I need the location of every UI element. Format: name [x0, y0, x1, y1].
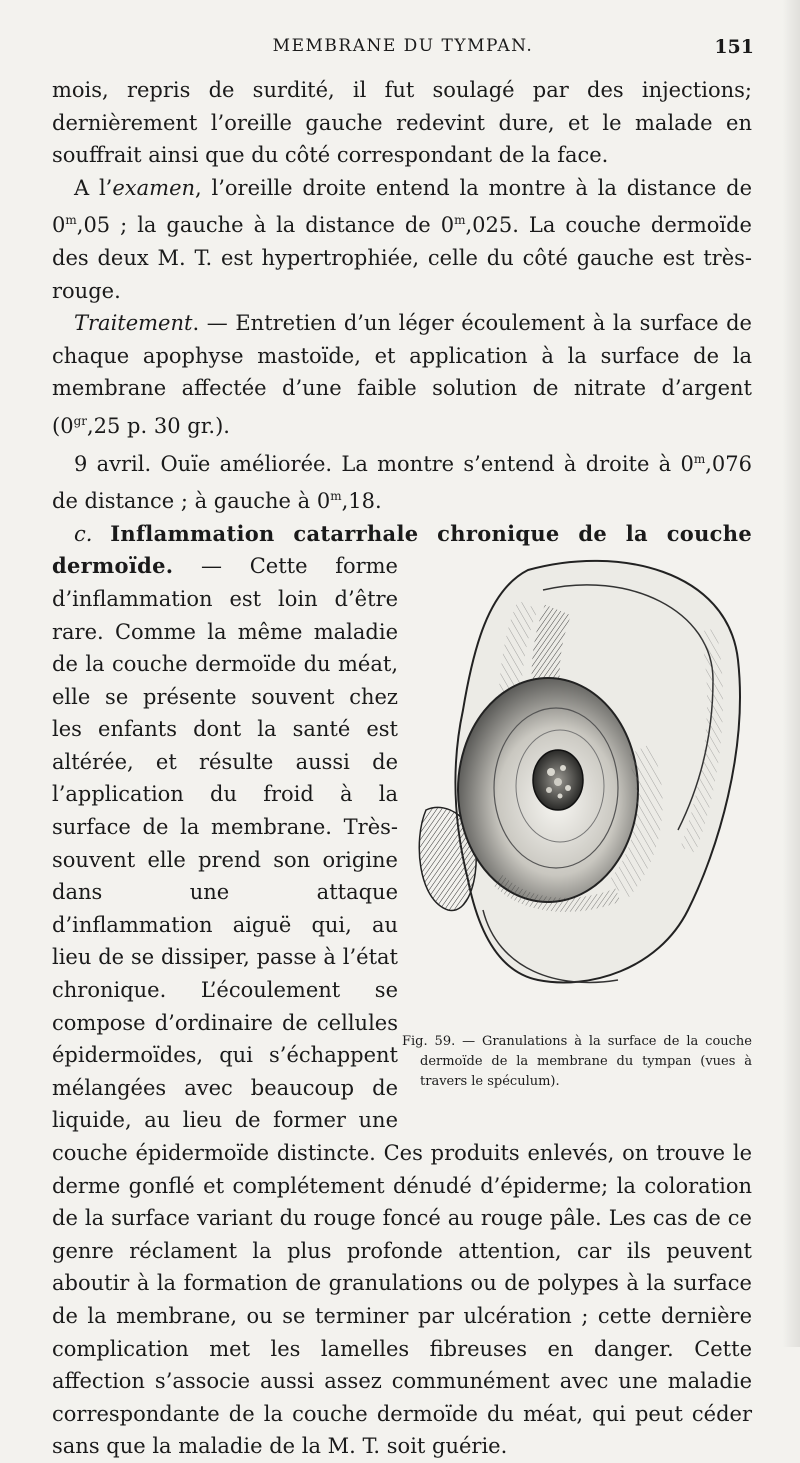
paragraph-9-avril: 9 avril. Ouïe améliorée. La montre s’entend à droite à 0$^m$,076 de distance ; à gauche à 0$^m$,18. — [52, 451, 752, 514]
paragraph-traitement: Traitement. — Entretien d’un léger écoulement à la surface de chaque apophyse mastoïde, et application à la surface de la membrane affectée d’une faible solution de nitrate d’argent ($0^{gr},25$ p. 30 gr.). — [52, 311, 752, 438]
paragraph-inflammation: c. Inflammation catarrhale chronique de la couche dermoïde. Fig. 59. — Granulations à la surface de la couche dermoïde de la membrane du tympan (vues à travers le spéculum). — Cette forme d’inflammation est loin d’être rare. Comme la même maladie de la couche dermoïde du méat, elle se présente souvent chez les enfants dont la santé est altérée, et résulte aussi de l’application du froid à la surface de la membrane. Très-souvent elle prend son origine dans une attaque d’inflammation aiguë qui, au lieu de se dissiper, passe à l’état chronique. L’écoulement se compose d’ordinaire de cellules épidermoïdes, qui s’échappent mélangées avec beaucoup de liquide, au lieu de former une couche épidermoïde distincte. Ces produits enlevés, on trouve le derme gonflé et complétement dénudé d’épiderme; la coloration de la surface variant du rouge foncé au rouge pâle. Les cas de ce genre réclament la plus profonde attention, car ils peuvent aboutir à la formation de granulations ou de polypes à la surface de la membrane, ou se terminer par ulcération ; cette dernière complication met les lamelles fibreuses en danger. Cette affection s’associe aussi assez communément avec une maladie correspondante de la couche dermoïde du méat, qui peut céder sans que la maladie de la M. T. soit guérie. — [52, 520, 752, 1459]
figure-caption: Fig. 59. — Granulations à la surface de la couche dermoïde de la membrane du tympan (vues à travers le spéculum). — [402, 1034, 752, 1090]
page-number: 151 — [714, 36, 754, 58]
section-label: c. — [74, 521, 93, 546]
term-examen: examen — [112, 175, 196, 200]
body-text — [52, 74, 752, 1463]
ear-illustration — [408, 550, 752, 1020]
paragraph-examen: A l’examen, l’oreille droite entend la montre à la distance de 0$^m$,05 ; la gauche à la distance de 0$^m$,025. La couche dermoïde des deux M. T. est hypertrophiée, celle du côté gauche est très-rouge. — [52, 175, 752, 303]
running-header — [52, 36, 754, 66]
page-edge-shadow — [782, 0, 800, 1347]
figure-59 — [402, 550, 752, 1130]
term-traitement: Traitement — [74, 311, 193, 336]
running-title: MEMBRANE DU TYMPAN. — [272, 36, 534, 56]
paragraph-1: mois, repris de surdité, il fut soulagé par des injections; dernièrement l’oreille gauche redevint dure, et le malade en souffrait ainsi que du côté correspondant de la face. — [52, 78, 752, 168]
section-heading: Inflammation catarrhale chronique de la couche dermoïde. — [52, 520, 752, 579]
